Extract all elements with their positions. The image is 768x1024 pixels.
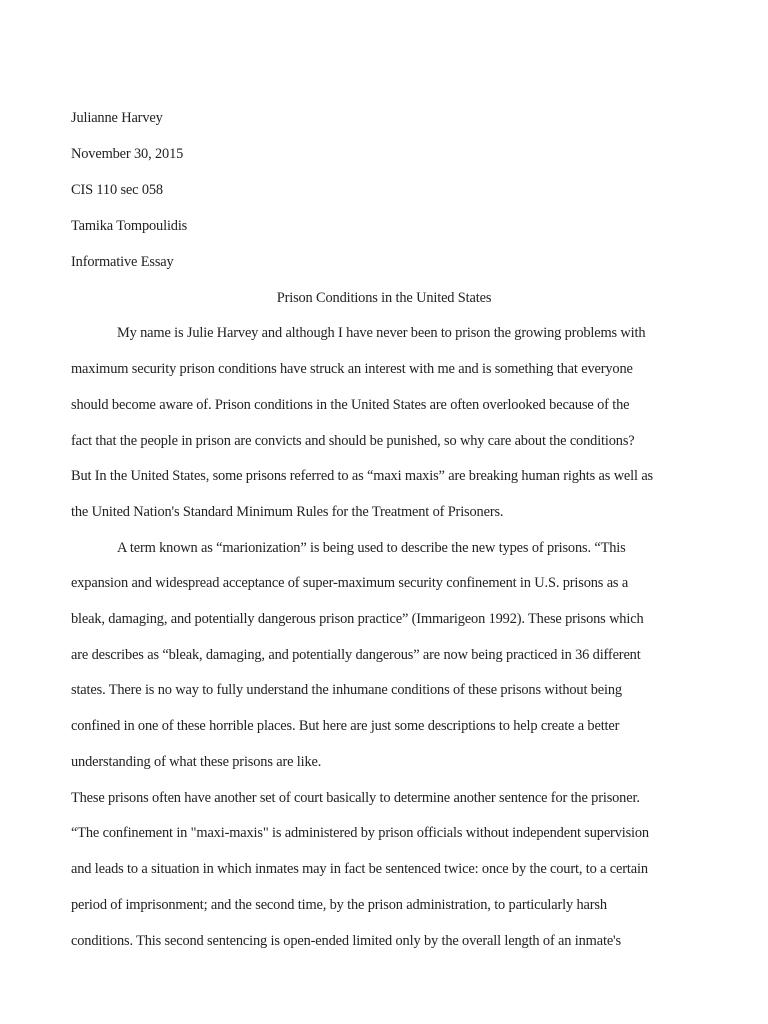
paragraph-2-line-5: states. There is no way to fully understand the inhumane conditions of these prisons without being [71, 682, 622, 698]
paragraph-3-line-3: and leads to a situation in which inmates may in fact be sentenced twice: once by the court, to a certain [71, 861, 648, 877]
paragraph-1-line-1: My name is Julie Harvey and although I have never been to prison the growing problems with [117, 325, 646, 341]
paragraph-1-line-3: should become aware of. Prison conditions in the United States are often overlooked because of the [71, 397, 630, 413]
paragraph-1-line-6: the United Nation's Standard Minimum Rules for the Treatment of Prisoners. [71, 504, 504, 520]
course-code: CIS 110 sec 058 [71, 182, 163, 198]
paragraph-2-line-7: understanding of what these prisons are like. [71, 754, 322, 770]
paragraph-1-line-2: maximum security prison conditions have struck an interest with me and is something that everyone [71, 361, 633, 377]
paragraph-1-line-5: But In the United States, some prisons referred to as “maxi maxis” are breaking human rights as well as [71, 468, 654, 484]
paragraph-3-line-4: period of imprisonment; and the second time, by the prison administration, to particularly harsh [71, 897, 607, 913]
paragraph-3-line-5: conditions. This second sentencing is open-ended limited only by the overall length of an inmate's [71, 933, 621, 949]
paragraph-2-line-2: expansion and widespread acceptance of super-maximum security confinement in U.S. prisons as a [71, 575, 629, 591]
essay-date: November 30, 2015 [71, 146, 184, 162]
paragraph-2-line-3: bleak, damaging, and potentially dangerous prison practice” (Immarigeon 1992). These prisons which [71, 611, 644, 627]
paragraph-1-line-4: fact that the people in prison are convicts and should be punished, so why care about the conditions? [71, 433, 635, 449]
paragraph-3-line-1: These prisons often have another set of court basically to determine another sentence for the prisoner. [71, 790, 640, 806]
instructor-name: Tamika Tompoulidis [71, 218, 188, 234]
paragraph-2-line-4: are describes as “bleak, damaging, and potentially dangerous” are now being practiced in 36 different [71, 647, 641, 663]
essay-type: Informative Essay [71, 254, 174, 270]
paragraph-3-line-2: “The confinement in "maxi-maxis" is administered by prison officials without independent supervision [71, 825, 649, 841]
paragraph-2-line-1: A term known as “marionization” is being used to describe the new types of prisons. “This [117, 540, 626, 556]
author-name: Julianne Harvey [71, 110, 163, 126]
essay-title: Prison Conditions in the United States [276, 290, 492, 306]
paragraph-2-line-6: confined in one of these horrible places. But here are just some descriptions to help create a better [71, 718, 620, 734]
